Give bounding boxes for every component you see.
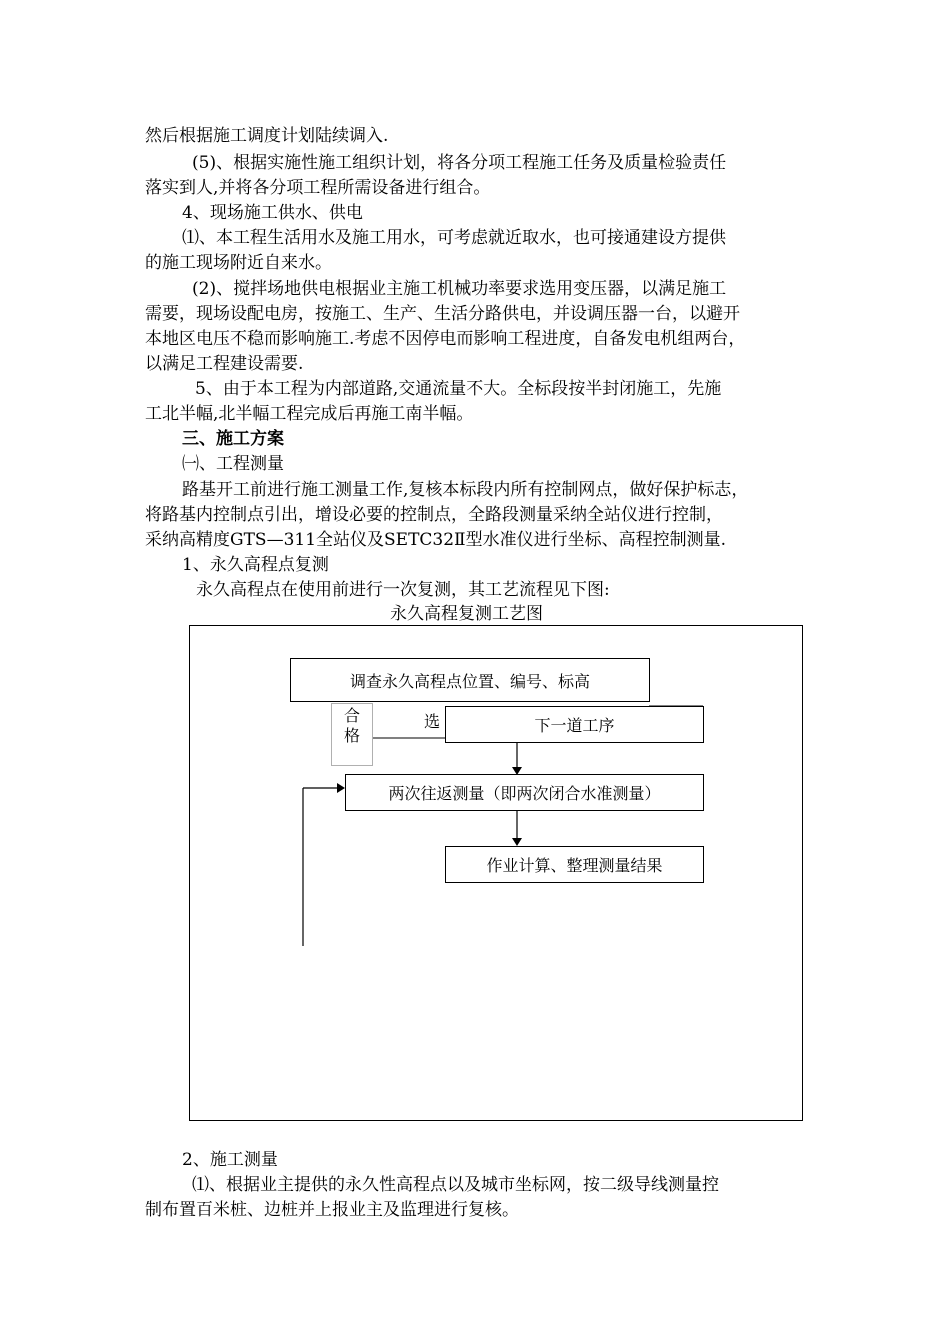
text-line-11: 5、由于本工程为内部道路,交通流量不大。全标段按半封闭施工，先施 (195, 379, 722, 399)
text-line-8: 需要，现场设配电房，按施工、生产、生活分路供电，并设调压器一台，以避开 (145, 304, 740, 324)
text-line-5: ⑴、本工程生活用水及施工用水，可考虑就近取水，也可接通建设方提供 (182, 228, 726, 248)
text-line-after-2: 制布置百米桩、边桩并上报业主及监理进行复核。 (145, 1200, 519, 1220)
survey-point-label: 调查永久高程点位置、编号、标高 (349, 671, 590, 691)
text-line-15: 路基开工前进行施工测量工作,复核本标段内所有控制网点，做好保护标志， (182, 480, 749, 500)
qualified-label-box (331, 703, 373, 766)
qualified-label: 合格 (343, 706, 360, 745)
select-text-fragment: 选 (424, 712, 441, 731)
next-process-box (445, 706, 704, 743)
double-measurement-box (345, 774, 704, 811)
text-line-1: 然后根据施工调度计划陆续调入. (145, 126, 389, 146)
text-line-7: (2)、搅拌场地供电根据业主施工机械功率要求选用变压器，以满足施工 (192, 279, 727, 299)
section-heading-water-power: 4、现场施工供水、供电 (182, 203, 363, 223)
text-line-6: 的施工现场附近自来水。 (145, 253, 332, 273)
calculation-result-box (445, 846, 704, 883)
calculation-result-label: 作业计算、整理测量结果 (486, 856, 663, 875)
text-line-3: 落实到人,并将各分项工程所需设备进行组合。 (145, 178, 491, 198)
text-line-2: (5)、根据实施性施工组织计划，将各分项工程施工任务及质量检验责任 (192, 153, 727, 173)
item-heading-construction-survey: 2、施工测量 (182, 1150, 278, 1170)
diagram-title: 永久高程复测工艺图 (390, 604, 543, 624)
text-line-after-1: ⑴、根据业主提供的永久性高程点以及城市坐标网，按二级导线测量控 (192, 1175, 719, 1195)
text-line-10: 以满足工程建设需要. (145, 354, 304, 374)
section-heading-construction-plan: 三、施工方案 (182, 429, 284, 449)
subsection-heading-survey: ㈠、工程测量 (182, 454, 284, 474)
text-line-12: 工北半幅,北半幅工程完成后再施工南半幅。 (145, 404, 474, 424)
item-heading-permanent-benchmark: 1、永久高程点复测 (182, 555, 329, 575)
next-process-label: 下一道工序 (534, 716, 615, 735)
text-line-19: 永久高程点在使用前进行一次复测，其工艺流程见下图: (196, 580, 610, 600)
text-line-16: 将路基内控制点引出，增设必要的控制点，全路段测量采纳全站仪进行控制， (145, 505, 723, 525)
survey-point-box (290, 658, 650, 702)
text-line-9: 本地区电压不稳而影响施工.考虑不因停电而影响工程进度，自备发电机组两台， (145, 329, 746, 349)
text-line-17: 采纳高精度GTS—311全站仪及SETC32Ⅱ型水准仪进行坐标、高程控制测量. (145, 530, 727, 550)
double-measurement-label: 两次往返测量（即两次闭合水准测量） (388, 784, 661, 803)
